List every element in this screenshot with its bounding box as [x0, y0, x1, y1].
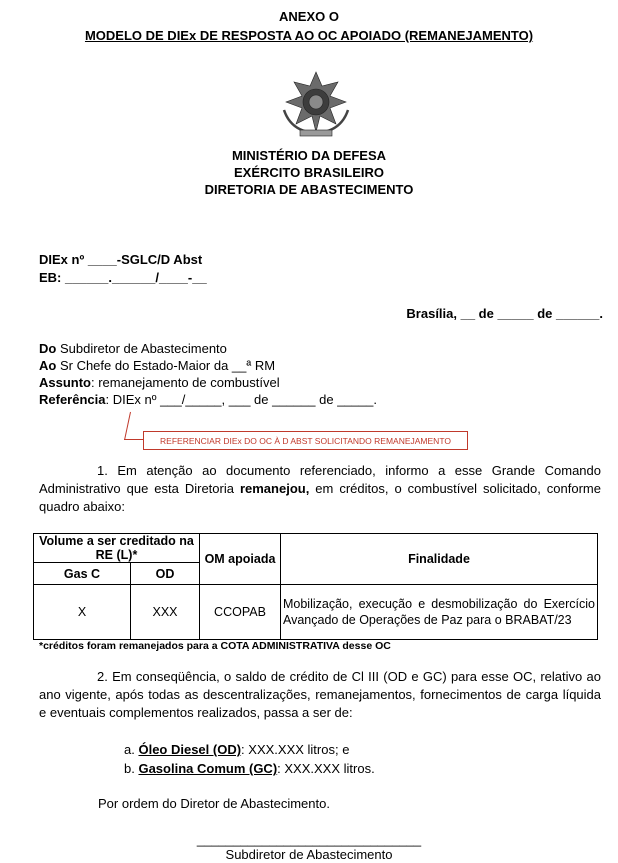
from-label: Do — [39, 341, 57, 356]
paragraph-2 — [39, 668, 601, 722]
list-a-prefix: a. — [124, 742, 139, 757]
list-a-rest: : XXX.XXX litros; e — [241, 742, 350, 757]
list-item-b — [124, 761, 375, 777]
org-army: EXÉRCITO BRASILEIRO — [233, 165, 384, 180]
signature-title: Subdiretor de Abastecimento — [225, 847, 393, 862]
table-footnote: *créditos foram remanejados para a COTA ADMINISTRATIVA desse OC — [39, 640, 391, 652]
reference-label: Referência — [39, 392, 106, 407]
header-om: OM apoiada — [199, 534, 280, 585]
reference-line — [39, 392, 377, 408]
header-finalidade: Finalidade — [280, 534, 597, 585]
diex-number: DIEx nº ____-SGLC/D Abst — [39, 252, 203, 267]
cell-finalidade: Mobilização, execução e desmobilização do Exercício Avançado de Operações de Paz para o BRABAT/23 — [280, 585, 597, 640]
signature-line: _______________________________ — [196, 832, 422, 847]
list-b-rest: : XXX.XXX litros. — [277, 761, 375, 776]
reference-callout: REFERENCIAR DIEx DO OC À D ABST SOLICITANDO REMANEJAMENTO — [143, 431, 468, 450]
cell-om: CCOPAB — [199, 585, 280, 640]
subject-value: : remanejamento de combustível — [91, 375, 280, 390]
document-model-title: MODELO DE DIEx DE RESPOSTA AO OC APOIADO (REMANEJAMENTO) — [84, 28, 534, 43]
org-ministry: MINISTÉRIO DA DEFESA — [231, 148, 387, 163]
reference-value: : DIEx nº ___/_____, ___ de ______ de _____. — [105, 392, 377, 407]
from-line — [39, 341, 227, 357]
header-volume: Volume a ser creditado na RE (L)* — [34, 534, 200, 563]
eb-number: EB: ______.______/____-__ — [39, 270, 207, 285]
to-line — [39, 358, 275, 374]
header-od: OD — [131, 563, 200, 585]
org-directorate: DIRETORIA DE ABASTECIMENTO — [204, 182, 414, 197]
credit-table — [33, 533, 598, 640]
list-item-a — [124, 742, 349, 758]
header-gas-c: Gas C — [34, 563, 131, 585]
coat-of-arms-emblem — [276, 70, 356, 138]
paragraph-1-text-b: em créditos, o combustível solicitado, conforme quadro abaixo: — [39, 481, 601, 514]
callout-pointer-foot — [124, 439, 143, 440]
cell-gas-c: X — [34, 585, 131, 640]
to-value: Sr Chefe do Estado-Maior da __ª RM — [56, 358, 276, 373]
subject-line — [39, 375, 280, 391]
annex-title: ANEXO O — [279, 9, 339, 24]
cell-od: XXX — [131, 585, 200, 640]
paragraph-1-bold: remanejou, — [239, 481, 310, 496]
paragraph-1 — [39, 462, 601, 516]
closing-text: Por ordem do Diretor de Abastecimento. — [98, 796, 330, 811]
place-date: Brasília, __ de _____ de ______. — [406, 306, 603, 321]
paragraph-1-text-a: 1. Em atenção ao documento referenciado, informo a esse Grande Comando Administrativo que esta Diretoria — [39, 463, 601, 496]
list-b-bold: Gasolina Comum (GC) — [138, 761, 278, 776]
to-label: Ao — [39, 358, 57, 373]
from-value: Subdiretor de Abastecimento — [56, 341, 227, 356]
list-a-bold: Óleo Diesel (OD) — [138, 742, 242, 757]
paragraph-2-text: 2. Em conseqüência, o saldo de crédito de Cl III (OD e GC) para esse OC, relativo ao ano vigente, após todas as descentralizações, remanejamentos, fornecimentos de carga líquida e eventuais complementos realizados, passa a ser de: — [39, 669, 601, 720]
list-b-prefix: b. — [124, 761, 139, 776]
callout-pointer-line — [124, 412, 131, 440]
subject-label: Assunto — [39, 375, 91, 390]
